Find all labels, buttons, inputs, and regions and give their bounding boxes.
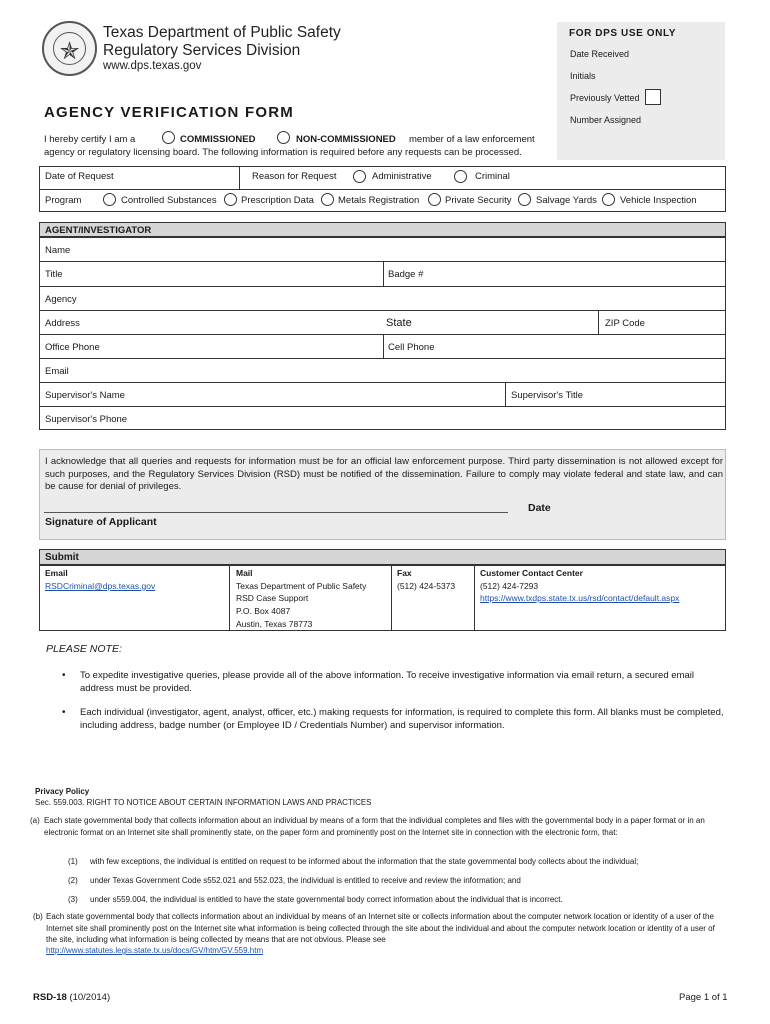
administrative-label: Administrative [372,171,432,182]
acknowledgement-text: I acknowledge that all queries and requests for information must be for an official law enforcement purpose. Third party dissemination is not allowed except for such purposes, and the Regulatory Services Division (RSD) must be notified of the dissemination. Failure to comply may violate federal and state law, and can be cause for denial of privileges. [45,456,723,492]
website-text: www.dps.texas.gov [103,60,202,72]
submit-email-link[interactable]: RSDCriminal@dps.texas.gov [45,581,156,591]
commissioned-label: COMMISSIONED [180,134,256,145]
supervisor-name-field[interactable]: Supervisor's Name [45,390,125,401]
divider [39,286,726,287]
signature-line[interactable] [44,512,508,513]
cell-phone-field[interactable]: Cell Phone [388,342,435,353]
address-field[interactable]: Address [45,318,80,329]
privacy-heading: Privacy Policy [35,787,90,796]
non-commissioned-label: NON-COMMISSIONED [296,134,396,145]
reason-for-request-label: Reason for Request [252,171,337,182]
fax-number: (512) 424-5373 [397,581,456,591]
program-label-private-security: Private Security [445,195,512,206]
bullet-icon: • [62,670,66,681]
ccc-url-link[interactable]: https://www.txdps.state.tx.us/rsd/contact/default.aspx [480,593,680,603]
submit-section-title: Submit [45,552,79,563]
privacy-item-num: (1) [68,857,78,866]
divider [39,358,726,359]
privacy-a-label: (a) [30,816,40,825]
program-radio-vehicle-inspection[interactable] [602,193,615,206]
divider [229,565,230,631]
program-label: Program [45,195,82,206]
division-title: Regulatory Services Division [103,42,301,59]
dps-use-only-box [557,22,725,160]
bullet-icon: • [62,707,66,718]
divider [39,406,726,407]
department-title: Texas Department of Public Safety [103,24,341,41]
program-label-controlled-substances: Controlled Substances [121,195,217,206]
ccc-phone: (512) 424-7293 [480,581,539,591]
form-id-code: RSD-18 [33,992,67,1003]
agency-field[interactable]: Agency [45,294,77,305]
please-note-heading: PLEASE NOTE: [46,643,122,655]
divider [39,382,726,383]
previously-vetted-checkbox[interactable] [645,89,661,105]
privacy-section: Sec. 559.003. RIGHT TO NOTICE ABOUT CERTAIN INFORMATION LAWS AND PRACTICES [35,798,372,807]
badge-field[interactable]: Badge # [388,269,424,280]
date-received-field[interactable]: Date Received [570,49,630,59]
date-of-request-field[interactable]: Date of Request [45,171,114,182]
program-radio-private-security[interactable] [428,193,441,206]
privacy-b-text: Each state governmental body that collects information about an individual by means of an Internet site or collects information about the computer network location or identity of a user of the Internet site shall prominently post on the Internet site what information is being collected through the site about the individual and about the computer network location or identity of a user of the site, including what information is being collected by means that are not obvious. Please see [46,912,715,944]
privacy-item-num: (3) [68,895,78,904]
divider [383,261,384,286]
privacy-b-label: (b) [33,912,43,921]
signature-label: Signature of Applicant [45,516,157,528]
supervisor-title-field[interactable]: Supervisor's Title [511,390,584,401]
program-radio-controlled-substances[interactable] [103,193,116,206]
administrative-radio[interactable] [353,170,366,183]
non-commissioned-radio[interactable] [277,131,290,144]
program-label-salvage-yards: Salvage Yards [536,195,597,206]
commissioned-radio[interactable] [162,131,175,144]
submit-email-heading: Email [45,568,68,578]
program-radio-salvage-yards[interactable] [518,193,531,206]
privacy-item-text: with few exceptions, the individual is entitled on request to be informed about the information that the state governmental body collects about the individual; [90,857,639,866]
certify-suffix: member of a law enforcement [409,134,535,145]
agent-section-title: AGENT/INVESTIGATOR [45,225,152,236]
page-number: Page 1 of 1 [679,992,728,1003]
state-field[interactable]: State [386,317,412,329]
form-id [33,992,110,1003]
zip-field[interactable]: ZIP Code [605,318,645,329]
certify-prefix: I hereby certify I am a [44,134,136,145]
submit-fax-heading: Fax [397,568,412,578]
name-field[interactable]: Name [45,245,71,256]
title-field[interactable]: Title [45,269,63,280]
office-phone-field[interactable]: Office Phone [45,342,100,353]
mail-address-line: Texas Department of Public Safety [236,581,367,591]
number-assigned-field[interactable]: Number Assigned [570,115,642,125]
star-icon: ✯ [59,37,80,65]
program-label-vehicle-inspection: Vehicle Inspection [620,195,697,206]
privacy-item-text: under Texas Government Code s552.021 and 552.023, the individual is entitled to receive and review the information; and [90,876,521,885]
note-bullet-1: To expedite investigative queries, please provide all of the above information. To receive investigative information via email return, a secured email address must be provided. [80,670,694,694]
divider [39,310,726,311]
divider [505,382,506,406]
divider [474,565,475,631]
divider [383,334,384,358]
mail-address-line: RSD Case Support [236,593,309,603]
privacy-a-text: Each state governmental body that collects information about an individual by means of a form that the individual completes and files with the governmental body in a paper format or in an electronic format on an Internet site shall prominently state, on the paper form and prominently post on the Internet site in connection with the electronic form, that: [44,816,705,837]
divider [598,310,599,334]
program-radio-metals-registration[interactable] [321,193,334,206]
divider [391,565,392,631]
program-label-metals-registration: Metals Registration [338,195,420,206]
initials-field[interactable]: Initials [570,71,596,81]
submit-mail-heading: Mail [236,568,253,578]
certify-line2: agency or regulatory licensing board. The following information is required before any requests can be processed. [44,147,522,158]
criminal-label: Criminal [475,171,510,182]
submit-ccc-heading: Customer Contact Center [480,568,583,578]
mail-address-line: P.O. Box 4087 [236,606,291,616]
email-field[interactable]: Email [45,366,69,377]
form-title: AGENCY VERIFICATION FORM [44,104,294,121]
dps-use-only-heading: FOR DPS USE ONLY [569,28,677,39]
privacy-item-text: under s559.004, the individual is entitled to have the state governmental body correct information about the individual that is incorrect. [90,895,563,904]
privacy-item-num: (2) [68,876,78,885]
dps-seal-logo [42,21,97,76]
previously-vetted-label: Previously Vetted [570,93,640,103]
mail-address-line: Austin, Texas 78773 [236,619,313,629]
submit-section-header [39,549,726,565]
program-label-prescription-data: Prescription Data [241,195,314,206]
criminal-radio[interactable] [454,170,467,183]
date-label: Date [528,502,551,514]
supervisor-phone-field[interactable]: Supervisor's Phone [45,414,128,425]
program-radio-prescription-data[interactable] [224,193,237,206]
form-id-date: (10/2014) [69,992,111,1003]
note-bullet-2: Each individual (investigator, agent, analyst, officer, etc.) making requests for information, is required to complete this form. All blanks must be completed, including address, badge number (or Employee ID / Credentials Number) and supervisor information. [80,707,724,731]
statutes-link[interactable]: http://www.statutes.legis.state.tx.us/docs/GV/htm/GV.559.htm [46,946,264,955]
divider [39,189,726,190]
divider [239,166,240,189]
